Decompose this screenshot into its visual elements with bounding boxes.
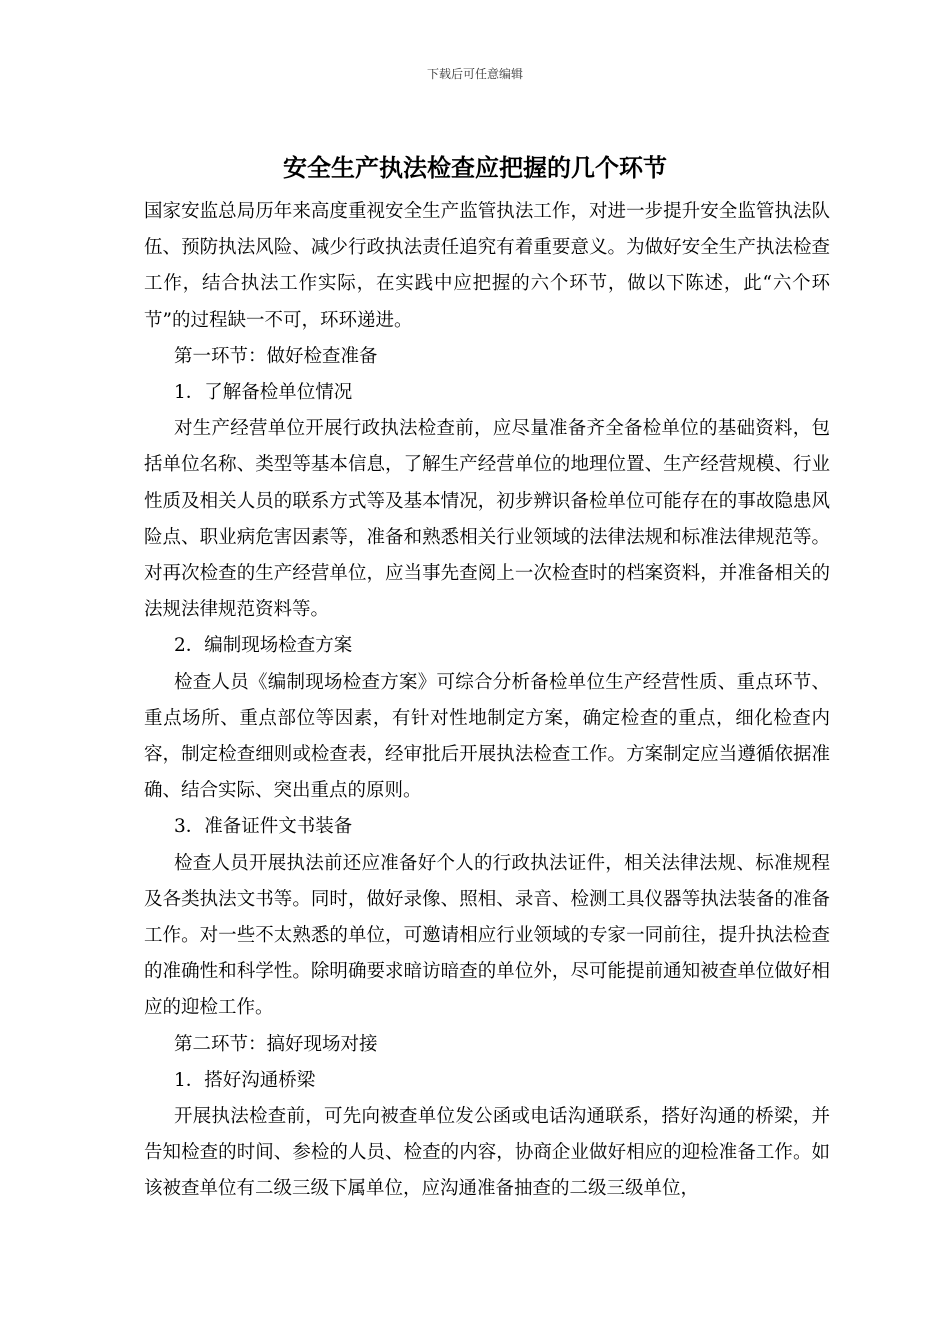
intro-paragraph: 国家安监总局历年来高度重视安全生产监管执法工作，对进一步提升安全监管执法队伍、预防执法风险、减少行政执法责任追究有着重要意义。为做好安全生产执法检查工作，结合执法工作实际，在实践中应把握的六个环节，做以下陈述，此“六个环节”的过程缺一不可，环环递进。: [144, 201, 830, 331]
subheading-2-1: 1．搭好沟通桥梁: [174, 1069, 316, 1091]
body-paragraph: 开展执法检查前，可先向被查单位发公函或电话沟通联系，搭好沟通的桥梁，并告知检查的时间、参检的人员、检查的内容，协商企业做好相应的迎检准备工作。如该被查单位有二级三级下属单位，应沟通准备抽查的二级三级单位，: [144, 1106, 830, 1200]
page-header-note: 下载后可任意编辑: [426, 67, 523, 81]
section-heading-2: 第二环节：搞好现场对接: [174, 1033, 378, 1055]
subheading-1-3: 3．准备证件文书装备: [174, 816, 353, 838]
subheading-1-1: 1．了解备检单位情况: [174, 382, 353, 404]
document-title: 安全生产执法检查应把握的几个环节: [283, 153, 667, 182]
document-body: [144, 194, 830, 1208]
section-heading-1: 第一环节：做好检查准备: [174, 345, 378, 367]
body-paragraph: 检查人员开展执法前还应准备好个人的行政执法证件，相关法律法规、标准规程及各类执法文书等。同时，做好录像、照相、录音、检测工具仪器等执法装备的准备工作。对一些不太熟悉的单位，可邀请相应行业领域的专家一同前往，提升执法检查的准确性和科学性。除明确要求暗访暗查的单位外，尽可能提前通知被查单位做好相应的迎检工作。: [144, 852, 830, 1019]
body-paragraph: 对生产经营单位开展行政执法检查前，应尽量准备齐全备检单位的基础资料，包括单位名称、类型等基本信息，了解生产经营单位的地理位置、生产经营规模、行业性质及相关人员的联系方式等及基本情况，初步辨识备检单位可能存在的事故隐患风险点、职业病危害因素等，准备和熟悉相关行业领域的法律法规和标准法律规范等。对再次检查的生产经营单位，应当事先查阅上一次检查时的档案资料，并准备相关的法规法律规范资料等。: [144, 418, 830, 621]
body-paragraph: 检查人员《编制现场检查方案》可综合分析备检单位生产经营性质、重点环节、重点场所、重点部位等因素，有针对性地制定方案，确定检查的重点，细化检查内容，制定检查细则或检查表，经审批后开展执法检查工作。方案制定应当遵循依据准确、结合实际、突出重点的原则。: [144, 671, 830, 802]
subheading-1-2: 2．编制现场检查方案: [174, 635, 353, 657]
